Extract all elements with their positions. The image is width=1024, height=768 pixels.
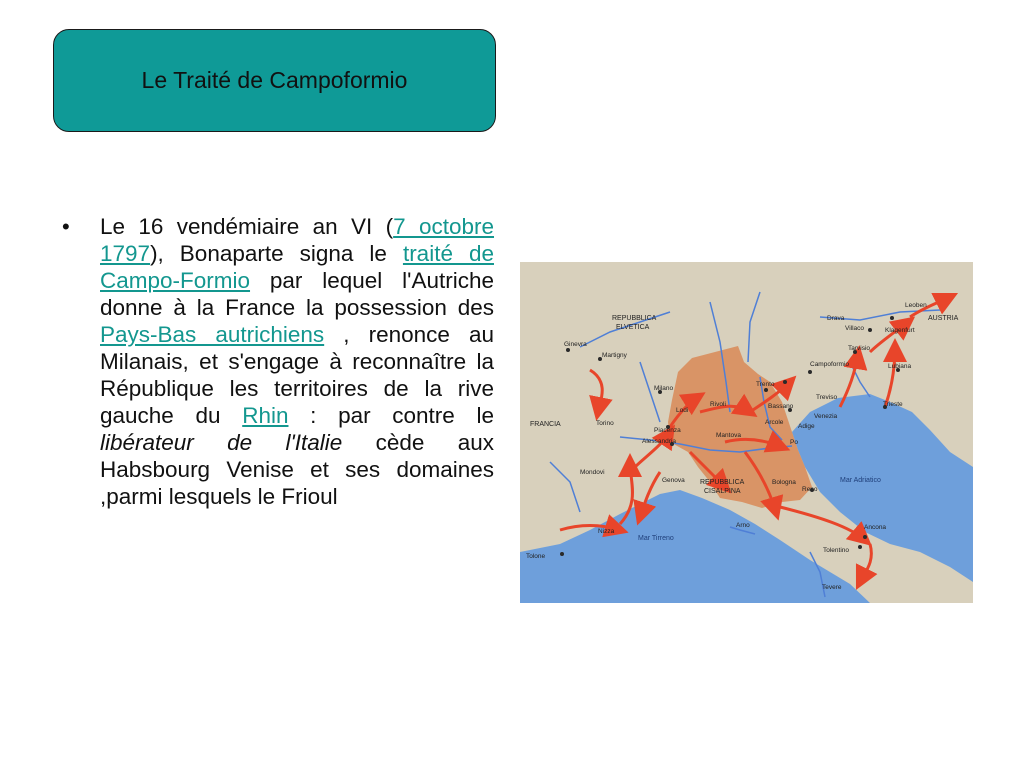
label-campoformio: Campoformio [810, 361, 850, 368]
link-1797[interactable]: 1797 [100, 241, 151, 266]
label-arno: Arno [736, 522, 750, 529]
label-klagenfurt: Klagenfurt [885, 327, 915, 334]
label-genova: Genova [662, 477, 685, 484]
label-ancona: Ancona [864, 524, 887, 531]
label-reno: Reno [802, 486, 818, 493]
label-tolentino: Tolentino [823, 547, 850, 554]
slide-title: Le Traité de Campoformio [141, 67, 408, 93]
label-mar-tirreno: Mar Tirreno [638, 535, 674, 542]
link-pays-bas-autrichiens[interactable]: Pays-Bas autrichiens [100, 322, 325, 347]
bullet-dot-icon: • [62, 214, 70, 239]
label-martigny: Martigny [602, 352, 627, 359]
link-traite-campo-formio[interactable]: traité de Campo-Formio [100, 241, 494, 293]
label-mondovi: Mondovi [580, 469, 605, 476]
label-mantova: Mantova [716, 432, 741, 439]
label-repubblica-elvetica-1: REPUBBLICA [612, 315, 657, 322]
label-nizza: Nizza [598, 528, 615, 535]
label-alessandria: Alessandria [642, 438, 676, 445]
label-villaco: Villaco [845, 325, 865, 332]
bullet-paragraph [100, 213, 494, 510]
label-drava: Drava [827, 315, 845, 322]
text-segment: par lequel l'Autriche donne à la France la possession des [100, 268, 494, 320]
campaign-map [520, 262, 973, 603]
label-lodi: Lodi [676, 407, 689, 414]
label-rivoli: Rivoli [710, 401, 726, 408]
label-trieste: Trieste [883, 401, 903, 408]
label-repubblica-elvetica-2: ELVETICA [616, 324, 650, 331]
label-austria: AUSTRIA [928, 315, 959, 322]
label-lubiana: Lubiana [888, 363, 912, 370]
text-segment: cède aux Habsbourg Venise et ses domaines ,parmi lesquels le Frioul [100, 430, 494, 509]
text-segment: : par contre le [288, 403, 494, 428]
label-repubblica-cisalpina-2: CISALPINA [704, 488, 741, 495]
label-ginevra: Ginevra [564, 341, 587, 348]
link-rhin[interactable]: Rhin [242, 403, 289, 428]
label-bologna: Bologna [772, 479, 796, 486]
text-segment: Le 16 vendémiaire an VI ( [100, 214, 394, 239]
label-mar-adriatico: Mar Adriatico [840, 477, 881, 484]
text-segment: , renonce au Milanais, et s'engage à reconnaître la République les territoires de la rive gauche du [100, 322, 494, 428]
label-piacenza: Piacenza [654, 427, 681, 434]
slide-title-box [53, 29, 496, 132]
label-arcole: Arcole [765, 419, 784, 426]
map-svg [520, 262, 973, 603]
label-repubblica-cisalpina-1: REPUBBLICA [700, 479, 745, 486]
italic-liberateur: libérateur de l'Italie [100, 430, 343, 455]
label-leoben: Leoben [905, 302, 927, 309]
link-7-octobre[interactable]: 7 octobre [393, 214, 495, 239]
label-po: Po [790, 439, 798, 446]
text-segment: ), Bonaparte signa le [150, 241, 403, 266]
label-torino: Torino [596, 420, 614, 427]
label-bassano: Bassano [768, 403, 794, 410]
label-milano: Milano [654, 385, 674, 392]
label-tolone: Tolone [526, 553, 546, 560]
label-tevere: Tevere [822, 584, 842, 591]
label-venezia: Venezia [814, 413, 838, 420]
label-adige: Adige [798, 423, 815, 430]
bullet-list [62, 213, 494, 510]
label-trento: Trento [756, 381, 775, 388]
label-treviso: Treviso [816, 394, 838, 401]
label-tarvisio: Tarvisio [848, 345, 871, 352]
label-francia: FRANCIA [530, 421, 561, 428]
